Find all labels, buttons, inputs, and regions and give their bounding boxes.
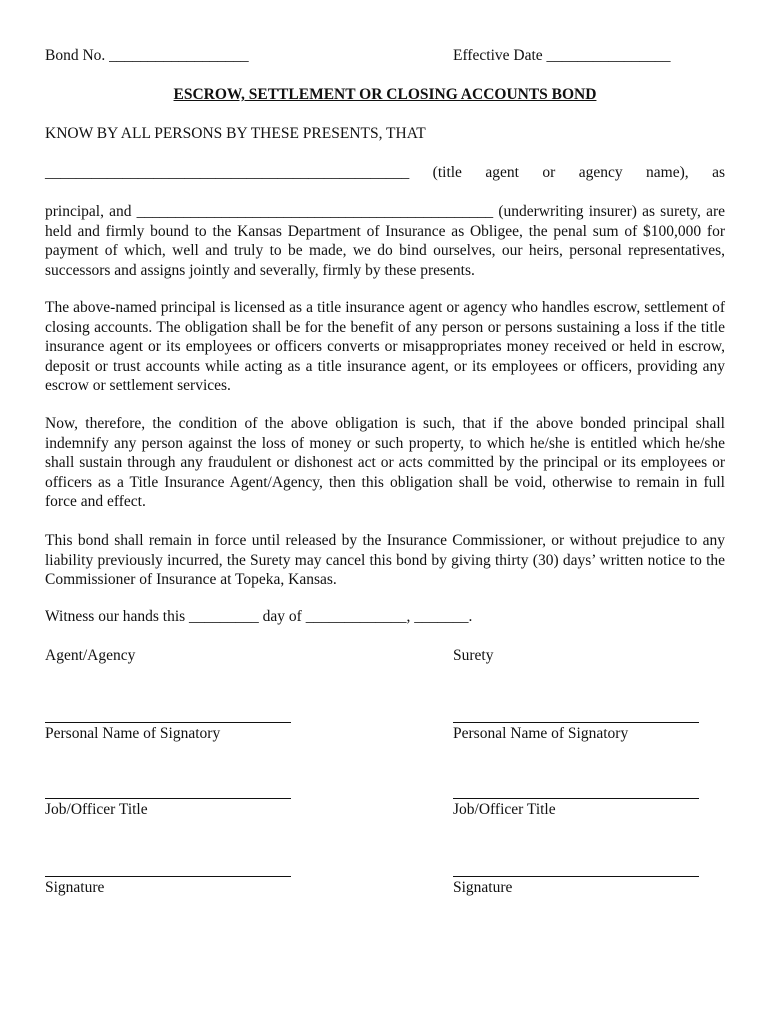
signature-rule (45, 798, 291, 799)
surety-signatory-name-label: Personal Name of Signatory (453, 725, 629, 742)
agent-signature-label: Signature (45, 879, 105, 896)
surety-signature-label: Signature (453, 879, 513, 896)
signature-rule (453, 798, 699, 799)
agent-word: name), (646, 164, 689, 181)
agent-agency-heading: Agent/Agency (45, 647, 136, 664)
agent-word: as (712, 164, 725, 181)
document-title: ESCROW, SETTLEMENT OR CLOSING ACCOUNTS BOND (173, 86, 597, 103)
signature-rule (45, 876, 291, 877)
signature-rule (453, 722, 699, 723)
bond-number-field: Bond No. __________________ (45, 47, 249, 64)
know-by-statement: KNOW BY ALL PERSONS BY THESE PRESENTS, THAT (45, 125, 426, 142)
agent-job-title-label: Job/Officer Title (45, 801, 148, 818)
agent-name-blank: _______________________________________________ (45, 164, 410, 181)
signature-rule (45, 722, 291, 723)
effective-date-field: Effective Date ________________ (453, 47, 671, 64)
witness-line: Witness our hands this _________ day of _____________, _______. (45, 608, 473, 625)
force-paragraph: This bond shall remain in force until released by the Insurance Commissioner, or without prejudice to any liability previously incurred, the Surety may cancel this bond by giving thirty (30) days’ written notice to the Commissioner of Insurance at Topeka, Kansas. (45, 532, 725, 588)
agent-signatory-name-label: Personal Name of Signatory (45, 725, 221, 742)
surety-job-title-label: Job/Officer Title (453, 801, 556, 818)
agent-word: or (542, 164, 556, 181)
condition-paragraph: Now, therefore, the condition of the above obligation is such, that if the above bonded principal shall indemnify any person against the loss of money or such property, to which he/she is entitled which he/she shall sustain through any fraudulent or dishonest act or acts committed by the principal or its employees or officers as a Title Insurance Agent/Agency, then this obligation shall be void, otherwise to remain in full force and effect. (45, 415, 725, 510)
surety-heading: Surety (453, 647, 494, 664)
principal-paragraph: The above-named principal is licensed as a title insurance agent or agency who handles escrow, settlement of closing accounts. The obligation shall be for the benefit of any person or persons sustaining a loss if the title insurance agent or its employees or officers converts or misappropriates money received or held in escrow, deposit or trust accounts while acting as a title insurance agent, or its employees or officers, providing any escrow or settlement services. (45, 299, 725, 394)
agent-word: (title (432, 164, 462, 181)
surety-paragraph: principal, and ______________________________________________ (underwriting insurer) as surety, are held and firmly bound to the Kansas Department of Insurance as Obligee, the penal sum of $100,000 for payment of which, well and truly to be made, we do bind ourselves, our heirs, personal representatives, successors and assigns jointly and severally, firmly by these presents. (45, 203, 725, 279)
signature-rule (453, 876, 699, 877)
agent-word: agent (485, 164, 519, 181)
agent-word: agency (578, 164, 623, 181)
agent-name-line (45, 164, 725, 182)
